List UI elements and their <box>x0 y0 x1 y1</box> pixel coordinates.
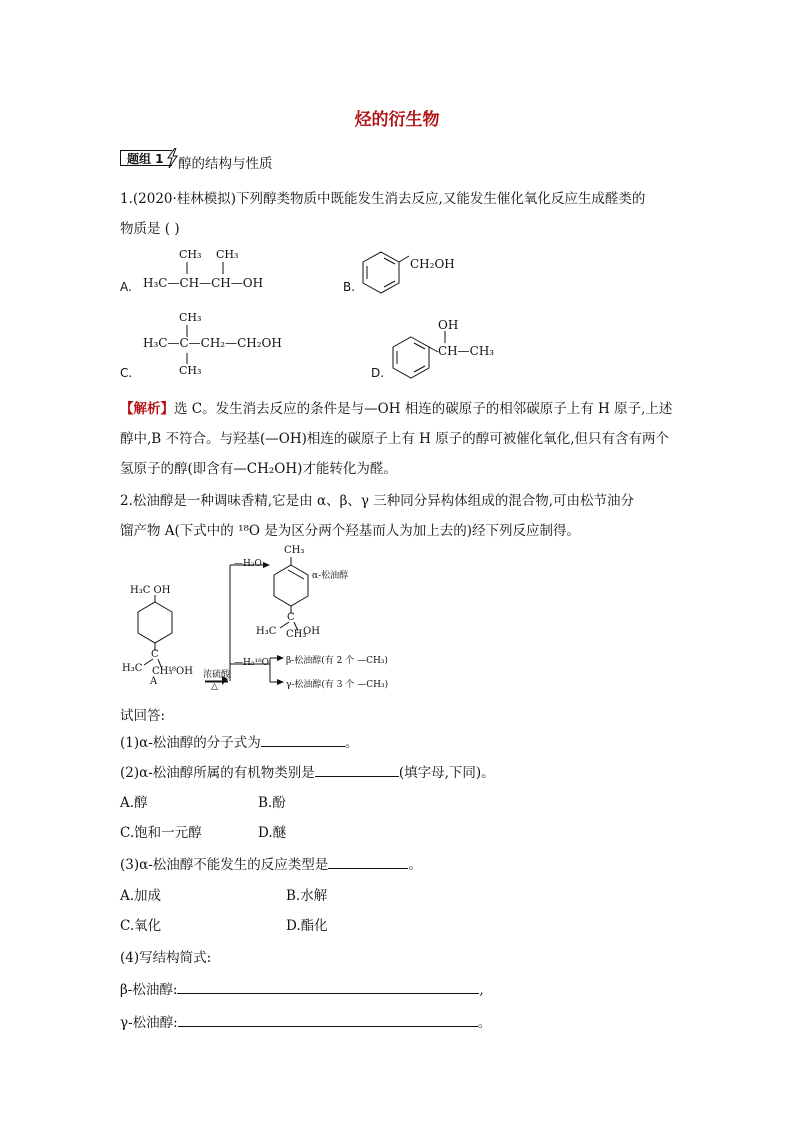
answer-blank-3[interactable] <box>328 856 408 869</box>
q2-beta-answer: β-松油醇: , <box>120 982 484 998</box>
a-label: A <box>150 676 158 687</box>
a-h3c-oh: H₃C OH <box>130 585 171 596</box>
option-b-label: B. <box>343 280 356 294</box>
q2-s2-opt-a: A.醇 <box>120 795 148 811</box>
a-ch3: CH₃ <box>152 666 173 677</box>
group-badge <box>120 150 178 168</box>
struct-a-bonds <box>143 248 283 278</box>
group-badge-label: 题组 1 <box>120 150 172 166</box>
lightning-icon <box>166 148 178 168</box>
reaction-scheme <box>120 545 450 695</box>
q2-sub3: (3)α-松油醇不能发生的反应类型是 。 <box>120 857 422 873</box>
q1-line2: 物质是 ( ) <box>120 221 180 237</box>
condition-label: △ <box>211 682 218 692</box>
q2-s2-opt-b: B.酚 <box>258 795 286 811</box>
struct-a-ch3-1: CH₃ <box>179 248 202 261</box>
gamma-label: γ-松油醇(有 3 个 —CH₃) <box>286 680 389 690</box>
q2-s3-opt-d: D.酯化 <box>286 918 328 934</box>
minus-h2o: —H₂O <box>234 559 262 569</box>
minus-h218o: —H₂¹⁸O <box>234 658 270 668</box>
q2-s2-opt-c: C.饱和一元醇 <box>120 825 202 841</box>
structure-b-benzene <box>360 250 410 296</box>
struct-a-ch3-2: CH₃ <box>216 248 239 261</box>
struct-d-sub: CH—CH₃ <box>438 344 495 358</box>
alpha-label: α-松油醇 <box>312 571 349 581</box>
q2-sub4: (4)写结构简式: <box>120 950 212 966</box>
q2-s3-opt-c: C.氧化 <box>120 918 162 934</box>
alpha-h3c: H₃C <box>256 626 277 637</box>
struct-a-main: H₃C—CH—CH—OH <box>143 276 264 290</box>
a-c: C <box>151 649 159 660</box>
option-a-label: A. <box>120 280 132 294</box>
alpha-c: C <box>287 612 295 623</box>
group-heading: 醇的结构与性质 <box>178 156 273 172</box>
struct-c-ch3-top: CH₃ <box>179 311 202 324</box>
option-d-label: D. <box>371 366 385 380</box>
structure-d-benzene <box>390 335 440 381</box>
q2-sub1: (1)α-松油醇的分子式为 。 <box>120 735 359 751</box>
q2-prompt: 试回答: <box>120 708 166 724</box>
struct-d-oh: OH <box>438 318 459 332</box>
option-c-label: C. <box>120 366 133 380</box>
analysis-line2: 醇中,B 不符合。与羟基(—OH)相连的碳原子上有 H 原子的醇可被催化氧化,但只有含有两个 <box>120 431 670 447</box>
struct-c-ch3-bot: CH₃ <box>179 364 202 377</box>
beta-label: β-松油醇(有 2 个 —CH₃) <box>286 656 388 666</box>
alpha-ch3b: CH₃ <box>286 629 307 640</box>
struct-c-main: H₃C—C—CH₂—CH₂OH <box>143 336 282 350</box>
page-title: 烃的衍生物 <box>354 110 440 130</box>
q2-gamma-answer: γ-松油醇: 。 <box>120 1015 492 1031</box>
q2-s3-opt-a: A.加成 <box>120 888 162 904</box>
analysis-line1 <box>120 397 672 417</box>
q2-s2-opt-d: D.醚 <box>258 825 287 841</box>
structure-a <box>143 248 283 293</box>
q1-line1: 1.(2020·桂林模拟)下列醇类物质中既能发生消去反应,又能发生催化氧化反应生成醛类的 <box>120 191 646 207</box>
a-h3c: H₃C <box>122 663 143 674</box>
answer-blank-gamma[interactable] <box>178 1014 478 1027</box>
alpha-ch3: CH₃ <box>284 545 305 556</box>
analysis-line3: 氢原子的醇(即含有—CH₂OH)才能转化为醛。 <box>120 461 397 477</box>
struct-d-bond <box>440 330 450 344</box>
q2-sub2: (2)α-松油醇所属的有机物类别是 (填字母,下同)。 <box>120 765 495 781</box>
reagent-label: 浓硫酸 <box>203 670 231 680</box>
answer-blank-1[interactable] <box>261 734 345 747</box>
analysis-text1: 选 C。发生消去反应的条件是与—OH 相连的碳原子的相邻碳原子上有 H 原子,上述 <box>174 401 673 417</box>
q2-line1: 2.松油醇是一种调味香精,它是由 α、β、γ 三种同分异构体组成的混合物,可由松节油分 <box>120 493 635 509</box>
q2-s3-opt-b: B.水解 <box>286 888 328 904</box>
struct-b-sub: CH₂OH <box>410 257 455 271</box>
analysis-tag: 【解析】 <box>120 401 174 417</box>
answer-blank-beta[interactable] <box>177 981 479 994</box>
a-18oh: ¹⁸OH <box>168 666 193 677</box>
structure-c <box>143 311 303 381</box>
answer-blank-2[interactable] <box>315 764 399 777</box>
q2-line2: 馏产物 A(下式中的 ¹⁸O 是为区分两个羟基而人为加上去的)经下列反应制得。 <box>120 523 581 539</box>
alpha-oh: OH <box>303 626 320 637</box>
